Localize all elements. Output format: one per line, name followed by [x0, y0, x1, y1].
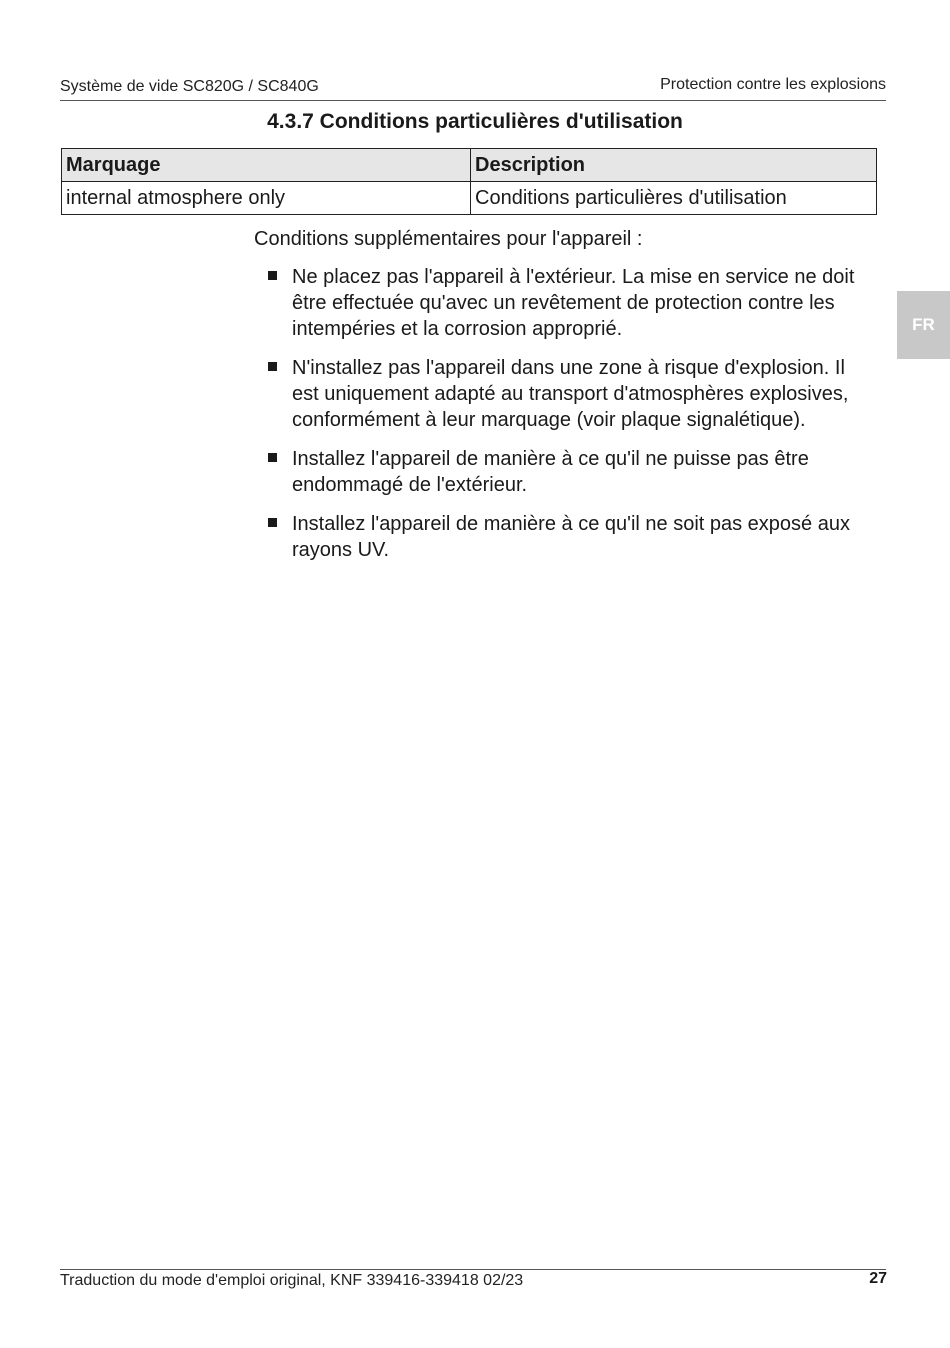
list-item [268, 511, 876, 563]
bullet-square-icon [268, 453, 277, 462]
table-header-description: Description [471, 149, 877, 182]
intro-text: Conditions supplémentaires pour l'appareil : [254, 228, 643, 250]
header-divider [60, 100, 886, 101]
table-header-row [62, 149, 877, 182]
table-row [62, 182, 877, 215]
footer-text: Traduction du mode d'emploi original, KNF 339416-339418 02/23 [60, 1272, 524, 1289]
table-cell-description: Conditions particulières d'utilisation [471, 182, 877, 215]
list-item-text: N'installez pas l'appareil dans une zone à risque d'explosion. Il est uniquement adapté au transport d'atmosphères explosives, conformément à leur marquage (voir plaque signalétique). [292, 357, 849, 431]
running-header-right: Protection contre les explosions [660, 76, 886, 93]
conditions-list [268, 264, 876, 576]
list-item-text: Ne placez pas l'appareil à l'extérieur. La mise en service ne doit être effectuée qu'avec un revêtement de protection contre les intempéries et la corrosion approprié. [292, 266, 855, 340]
running-header-left: Système de vide SC820G / SC840G [60, 78, 319, 95]
list-item [268, 446, 876, 498]
list-item-text: Installez l'appareil de manière à ce qu'il ne puisse pas être endommagé de l'extérieur. [292, 448, 809, 496]
bullet-square-icon [268, 362, 277, 371]
marking-table [61, 148, 877, 215]
section-title: 4.3.7 Conditions particulières d'utilisation [267, 110, 683, 133]
table-header-marquage: Marquage [62, 149, 471, 182]
list-item [268, 355, 876, 433]
footer-divider [60, 1269, 886, 1270]
language-tab: FR [897, 291, 950, 359]
bullet-square-icon [268, 518, 277, 527]
table-cell-marking: internal atmosphere only [62, 182, 471, 215]
page-number: 27 [869, 1270, 887, 1287]
list-item [268, 264, 876, 342]
list-item-text: Installez l'appareil de manière à ce qu'il ne soit pas exposé aux rayons UV. [292, 513, 850, 561]
bullet-square-icon [268, 271, 277, 280]
